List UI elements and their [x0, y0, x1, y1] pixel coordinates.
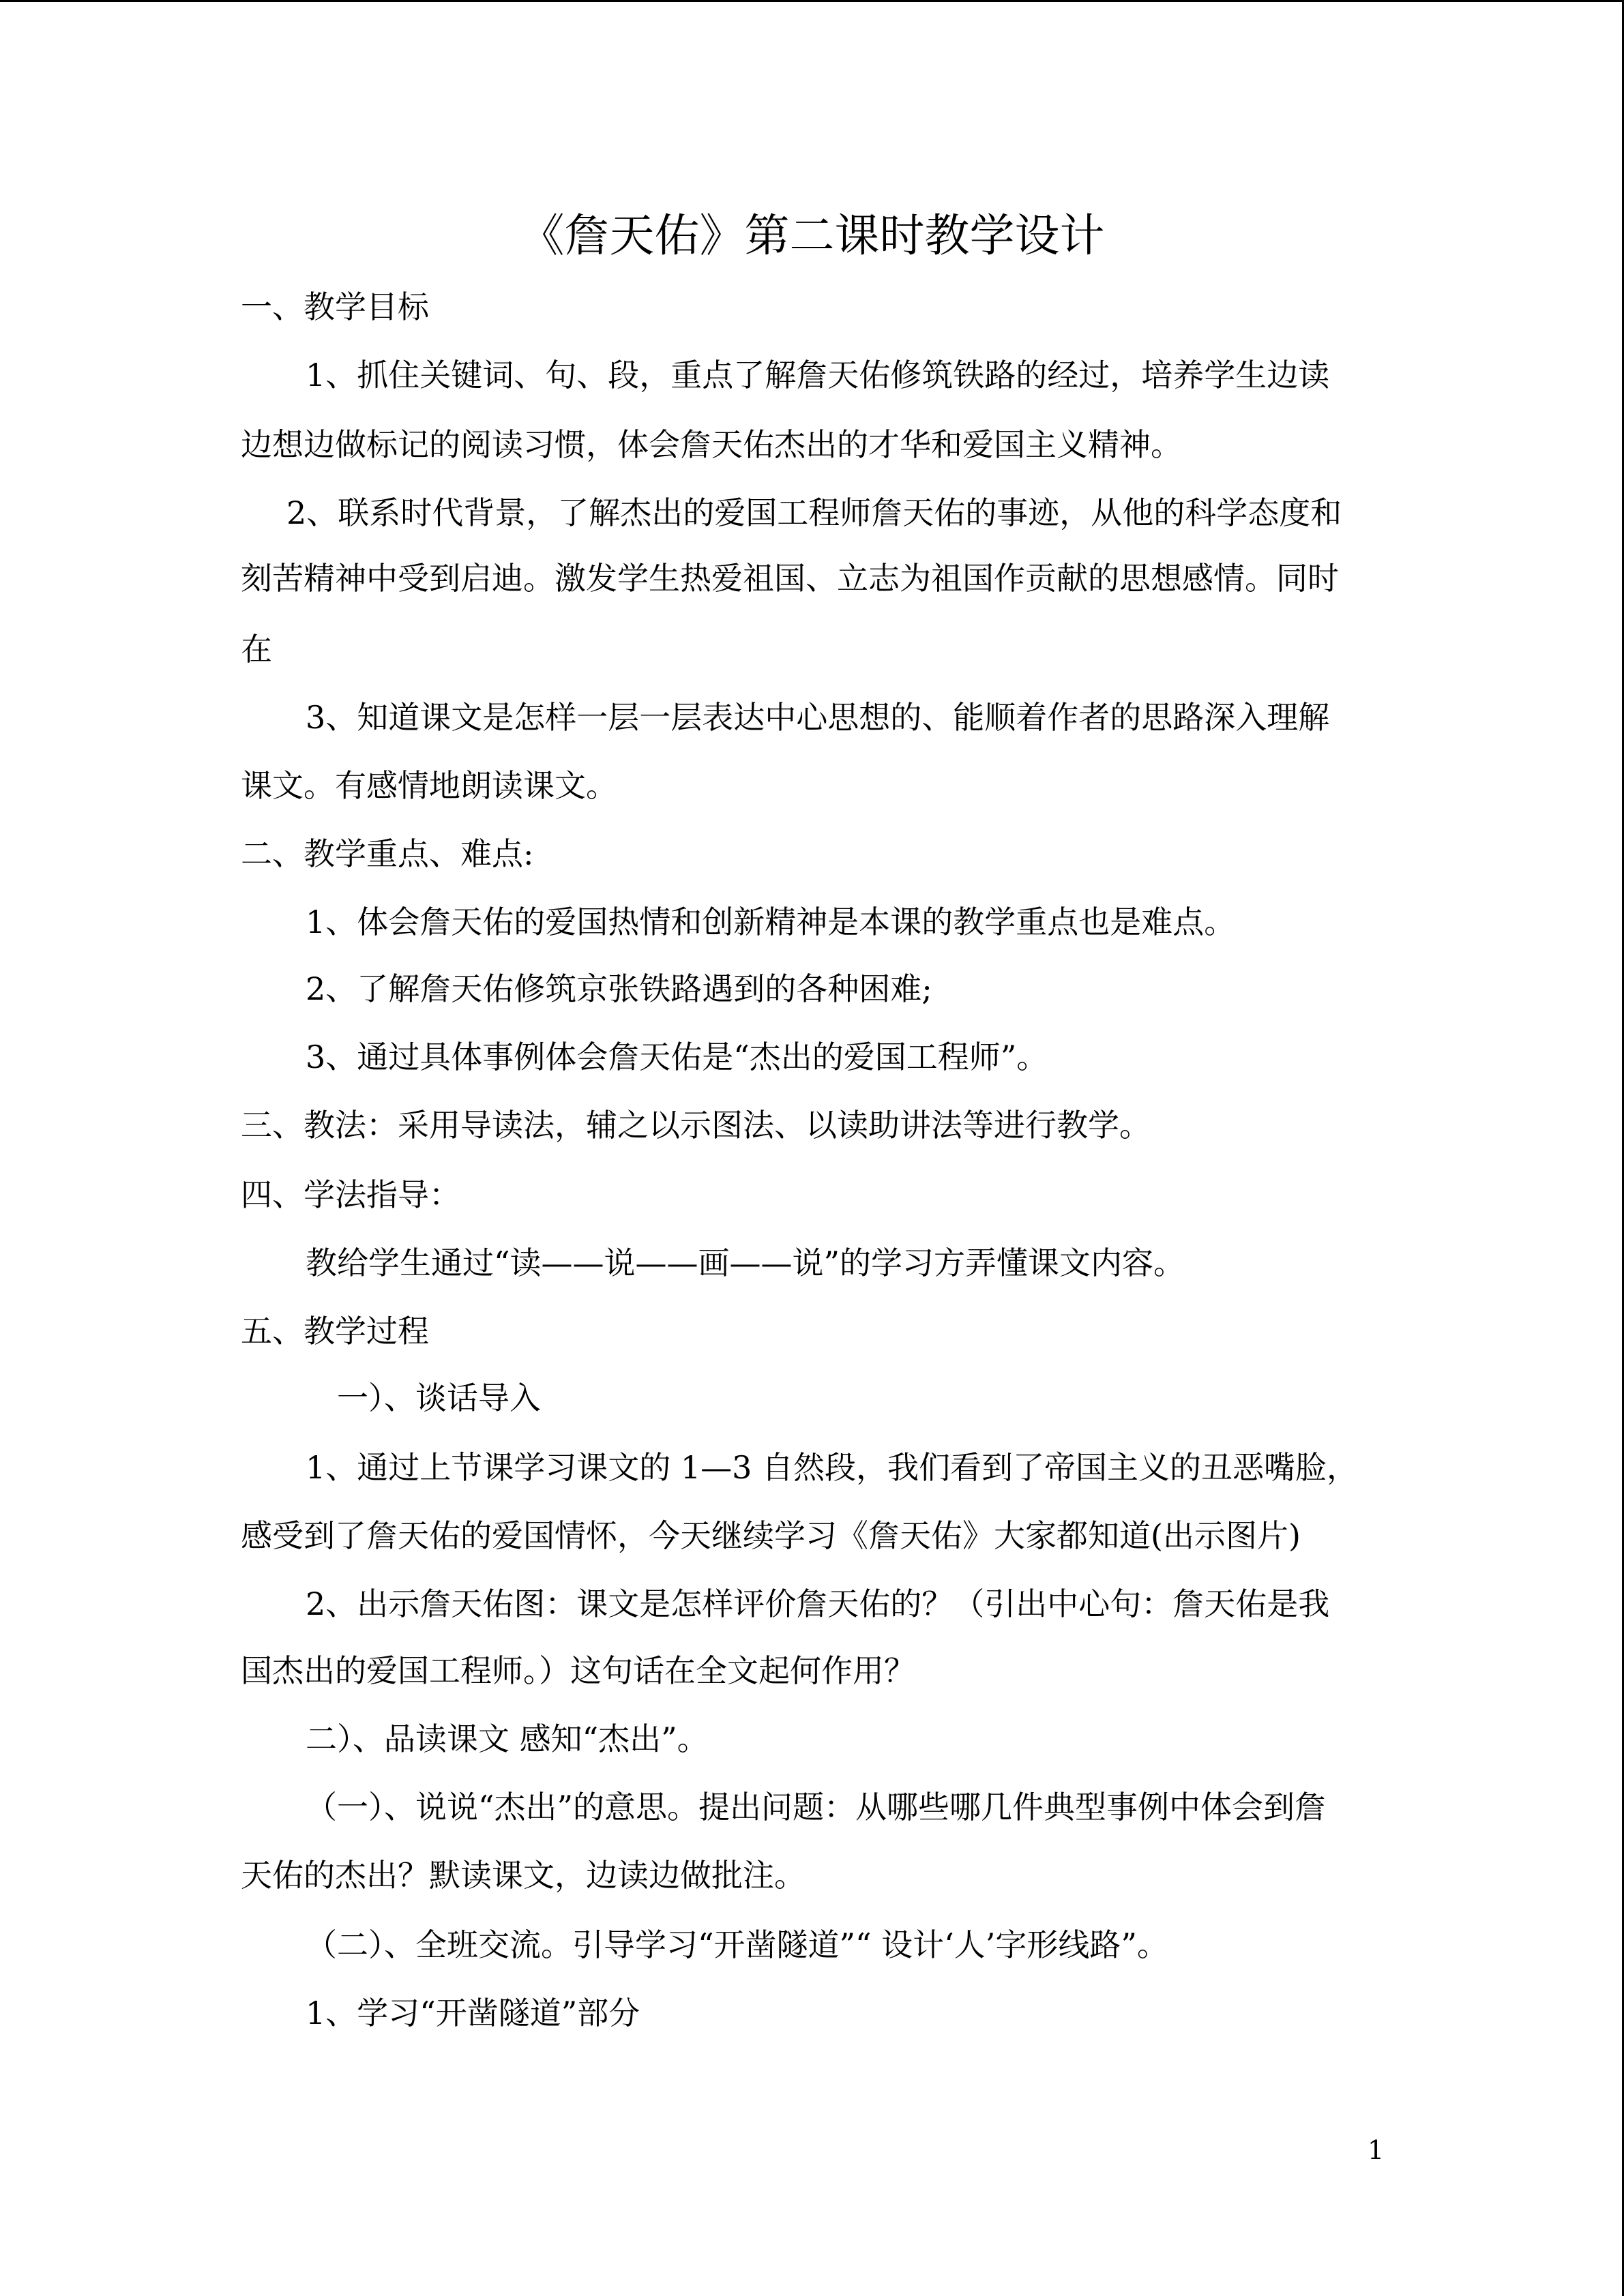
- section-heading-teaching-method: 三、教法：采用导读法，辅之以示图法、以读助讲法等进行教学。: [241, 1107, 1151, 1144]
- paragraph-line: 2、了解詹天佑修筑京张铁路遇到的各种困难;: [306, 970, 932, 1007]
- paragraph-line: （一）、说说“杰出”的意思。提出问题：从哪些哪几件典型事例中体会到詹: [306, 1789, 1327, 1825]
- paragraph-line: 在: [241, 631, 272, 668]
- paragraph-line: 2、出示詹天佑图：课文是怎样评价詹天佑的？（引出中心句：詹天佑是我: [306, 1585, 1330, 1622]
- subsection-heading-intro: 一）、谈话导入: [337, 1380, 541, 1416]
- paragraph-line: 天佑的杰出？默读课文，边读边做批注。: [241, 1857, 806, 1894]
- paragraph-line: 2、联系时代背景，了解杰出的爱国工程师詹天佑的事迹，从他的科学态度和: [286, 494, 1342, 531]
- subsection-heading-reading: 二）、品读课文 感知“杰出”。: [306, 1720, 709, 1757]
- paragraph-line: 1、体会詹天佑的爱国热情和创新精神是本课的教学重点也是难点。: [306, 904, 1236, 940]
- section-heading-study-guidance: 四、学法指导：: [241, 1176, 460, 1213]
- paragraph-line: 1、学习“开凿隧道”部分: [306, 1995, 640, 2031]
- paragraph-line: 1、通过上节课学习课文的 1—3 自然段，我们看到了帝国主义的丑恶嘴脸，: [306, 1449, 1359, 1486]
- paragraph-line: 国杰出的爱国工程师。）这句话在全文起何作用？: [241, 1652, 915, 1689]
- paragraph-line: 感受到了詹天佑的爱国情怀，今天继续学习《詹天佑》大家都知道(出示图片): [241, 1517, 1301, 1554]
- paragraph-line: （二）、全班交流。引导学习“开凿隧道”“ 设计‘人’字形线路”。: [306, 1926, 1168, 1963]
- section-heading-objectives: 一、教学目标: [241, 288, 429, 325]
- paragraph-line: 边想边做标记的阅读习惯，体会詹天佑杰出的才华和爱国主义精神。: [241, 426, 1182, 463]
- paragraph-line: 1、抓住关键词、句、段，重点了解詹天佑修筑铁路的经过，培养学生边读: [306, 357, 1330, 393]
- paragraph-line: 3、通过具体事例体会詹天佑是“杰出的爱国工程师”。: [306, 1039, 1048, 1075]
- page-border-top: [0, 0, 1624, 2]
- section-heading-teaching-process: 五、教学过程: [241, 1313, 429, 1350]
- paragraph-line: 刻苦精神中受到启迪。激发学生热爱祖国、立志为祖国作贡献的思想感情。同时: [241, 560, 1339, 597]
- paragraph-line: 课文。有感情地朗读课文。: [241, 767, 617, 804]
- page-number: 1: [1368, 2135, 1385, 2165]
- document-title: 《詹天佑》第二课时教学设计: [519, 209, 1105, 262]
- paragraph-line: 3、知道课文是怎样一层一层表达中心思想的、能顺着作者的思路深入理解: [306, 699, 1330, 736]
- paragraph-line: 教给学生通过“读——说——画——说”的学习方弄懂课文内容。: [306, 1244, 1185, 1281]
- section-heading-key-points: 二、教学重点、难点:: [241, 835, 534, 872]
